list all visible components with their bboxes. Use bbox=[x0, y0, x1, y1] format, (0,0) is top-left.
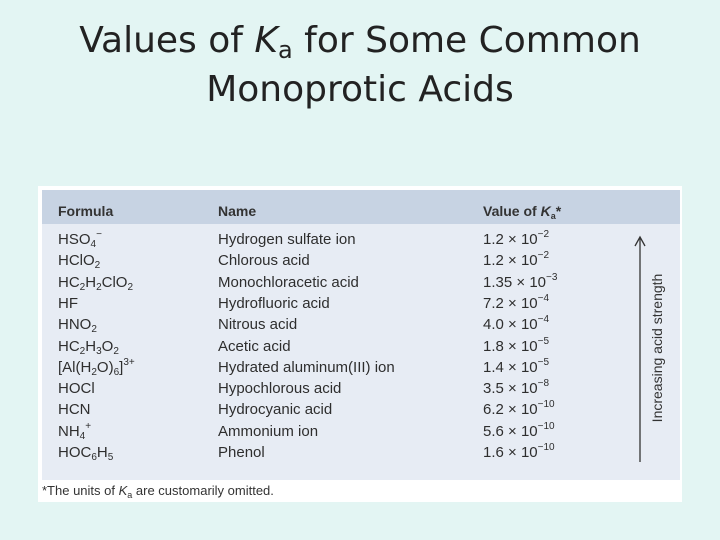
ka-symbol: K bbox=[254, 20, 278, 61]
slide-title bbox=[0, 16, 720, 114]
cell-ka-value bbox=[483, 315, 549, 335]
formula-part: [Al(H bbox=[58, 358, 92, 376]
ka-base: 10 bbox=[520, 444, 538, 461]
cell-ka-value bbox=[483, 273, 557, 293]
header-value-post: * bbox=[555, 203, 562, 219]
footnote-pre: *The units of bbox=[42, 483, 119, 498]
ka-table bbox=[38, 186, 682, 502]
formula-part: H bbox=[85, 337, 97, 355]
ka-exponent: −2 bbox=[537, 250, 550, 262]
formula-part: O) bbox=[96, 358, 114, 376]
ka-base: 10 bbox=[520, 401, 538, 419]
ka-mantissa: 7.2 bbox=[483, 294, 504, 312]
formula-part: HNO bbox=[58, 316, 92, 334]
cell-formula bbox=[58, 379, 95, 399]
times-sign: × bbox=[508, 252, 517, 270]
ka-subscript: a bbox=[278, 36, 293, 64]
cell-ka-value bbox=[483, 251, 549, 271]
cell-name: Acetic acid bbox=[218, 337, 291, 355]
ka-mantissa: 5.6 bbox=[483, 422, 504, 440]
header-value-pre: Value of bbox=[483, 203, 541, 219]
formula-part: 2 bbox=[79, 345, 86, 357]
times-sign: × bbox=[508, 422, 517, 440]
cell-name: Hydrated aluminum(III) ion bbox=[218, 358, 395, 376]
times-sign: × bbox=[508, 231, 517, 248]
header-name: Name bbox=[218, 203, 257, 219]
header-formula: Formula bbox=[58, 203, 114, 219]
times-sign: × bbox=[508, 358, 517, 376]
table-body bbox=[42, 224, 680, 480]
times-sign: × bbox=[508, 401, 517, 419]
cell-name: Hydrogen sulfate ion bbox=[218, 231, 356, 248]
ka-base: 10 bbox=[520, 337, 538, 355]
times-sign: × bbox=[508, 444, 517, 461]
ka-exponent: −2 bbox=[537, 229, 550, 240]
cell-ka-value bbox=[483, 379, 549, 399]
table-header bbox=[42, 190, 680, 224]
formula-part: H bbox=[85, 273, 97, 291]
formula-part: 2 bbox=[94, 260, 101, 272]
ka-mantissa: 1.4 bbox=[483, 358, 504, 376]
times-sign: × bbox=[508, 294, 517, 312]
ka-exponent: −4 bbox=[537, 314, 550, 326]
cell-ka-value bbox=[483, 294, 549, 314]
formula-part: 2 bbox=[113, 345, 119, 357]
times-sign: × bbox=[516, 273, 526, 291]
footnote-ka-sub: a bbox=[127, 490, 133, 500]
ka-exponent: −3 bbox=[546, 271, 558, 283]
cell-name: Hydrocyanic acid bbox=[218, 401, 333, 419]
cell-ka-value bbox=[483, 443, 555, 463]
cell-name: Nitrous acid bbox=[218, 316, 298, 334]
footnote-ka-symbol: K bbox=[118, 483, 128, 498]
formula-part: 2 bbox=[96, 281, 102, 293]
formula-part: 4 bbox=[90, 239, 97, 250]
header-ka-symbol: K bbox=[540, 203, 551, 219]
cell-name: Chlorous acid bbox=[218, 252, 310, 270]
formula-part: + bbox=[85, 420, 92, 432]
ka-mantissa: 1.6 bbox=[483, 444, 504, 461]
formula-part: 4 bbox=[79, 430, 86, 442]
footnote bbox=[42, 483, 274, 498]
cell-formula bbox=[58, 337, 119, 357]
footnote-post: are customarily omitted. bbox=[132, 483, 274, 498]
title-text-post: for Some Common bbox=[292, 20, 641, 61]
formula-part: 2 bbox=[127, 281, 134, 293]
ka-mantissa: 3.5 bbox=[483, 380, 504, 398]
formula-part: HF bbox=[58, 294, 78, 312]
ka-mantissa: 1.2 bbox=[483, 252, 504, 270]
cell-ka-value bbox=[483, 337, 549, 357]
formula-part: NH bbox=[58, 422, 80, 440]
cell-name: Ammonium ion bbox=[218, 422, 319, 440]
formula-part: ] bbox=[119, 358, 124, 376]
ka-exponent: −10 bbox=[537, 420, 555, 432]
cell-formula bbox=[58, 443, 113, 463]
formula-part: 6 bbox=[91, 452, 97, 463]
ka-exponent: −10 bbox=[537, 399, 555, 411]
cell-formula bbox=[58, 358, 135, 378]
formula-part: 3 bbox=[96, 345, 102, 357]
formula-part: H bbox=[96, 444, 108, 461]
cell-formula bbox=[58, 400, 91, 420]
formula-part: 2 bbox=[91, 366, 97, 378]
formula-part: O bbox=[101, 337, 114, 355]
formula-part: − bbox=[96, 229, 102, 240]
ka-base: 10 bbox=[520, 422, 538, 440]
ka-base: 10 bbox=[520, 231, 538, 248]
formula-part: HCN bbox=[58, 401, 91, 419]
formula-part: HC bbox=[58, 273, 80, 291]
ka-base: 10 bbox=[520, 294, 538, 312]
cell-ka-value bbox=[483, 422, 555, 442]
formula-part: HClO bbox=[58, 252, 95, 270]
cell-formula bbox=[58, 294, 78, 314]
times-sign: × bbox=[508, 337, 517, 355]
cell-formula bbox=[58, 251, 100, 271]
ka-mantissa: 1.35 bbox=[483, 273, 513, 291]
ka-mantissa: 4.0 bbox=[483, 316, 504, 334]
formula-part: HOC bbox=[58, 444, 92, 461]
cell-name: Hypochlorous acid bbox=[218, 380, 342, 398]
ka-base: 10 bbox=[520, 316, 538, 334]
ka-mantissa: 6.2 bbox=[483, 401, 504, 419]
times-sign: × bbox=[508, 316, 517, 334]
ka-base: 10 bbox=[520, 358, 538, 376]
formula-part: 6 bbox=[113, 366, 120, 378]
header-value bbox=[483, 203, 561, 219]
ka-exponent: −4 bbox=[537, 292, 550, 304]
cell-formula bbox=[58, 315, 97, 335]
cell-name: Phenol bbox=[218, 444, 265, 461]
cell-name: Hydrofluoric acid bbox=[218, 294, 330, 312]
formula-part: ClO bbox=[101, 273, 128, 291]
arrow-label: Increasing acid strength bbox=[649, 273, 665, 423]
cell-formula bbox=[58, 422, 91, 442]
cell-ka-value bbox=[483, 230, 549, 250]
cell-formula bbox=[58, 230, 102, 250]
cell-formula bbox=[58, 273, 133, 293]
ka-exponent: −8 bbox=[537, 378, 550, 390]
header-ka-sub: a bbox=[550, 211, 556, 221]
ka-mantissa: 1.2 bbox=[483, 231, 504, 248]
ka-base: 10 bbox=[529, 273, 546, 291]
ka-exponent: −10 bbox=[537, 442, 555, 453]
formula-part: 5 bbox=[107, 452, 114, 463]
formula-part: 2 bbox=[91, 324, 97, 336]
ka-mantissa: 1.8 bbox=[483, 337, 504, 355]
ka-exponent: −5 bbox=[537, 356, 550, 368]
ka-exponent: −5 bbox=[537, 335, 550, 347]
ka-base: 10 bbox=[520, 252, 538, 270]
cell-ka-value bbox=[483, 400, 555, 420]
formula-part: HC bbox=[58, 337, 80, 355]
cell-ka-value bbox=[483, 358, 549, 378]
times-sign: × bbox=[508, 380, 517, 398]
title-line-2: Monoprotic Acids bbox=[206, 69, 514, 110]
formula-part: HOCl bbox=[58, 380, 95, 398]
ka-base: 10 bbox=[520, 380, 538, 398]
formula-part: 2 bbox=[79, 281, 86, 293]
formula-part: HSO bbox=[58, 231, 91, 248]
title-text-pre: Values of bbox=[79, 20, 255, 61]
formula-part: 3+ bbox=[123, 356, 135, 368]
cell-name: Monochloracetic acid bbox=[218, 273, 359, 291]
